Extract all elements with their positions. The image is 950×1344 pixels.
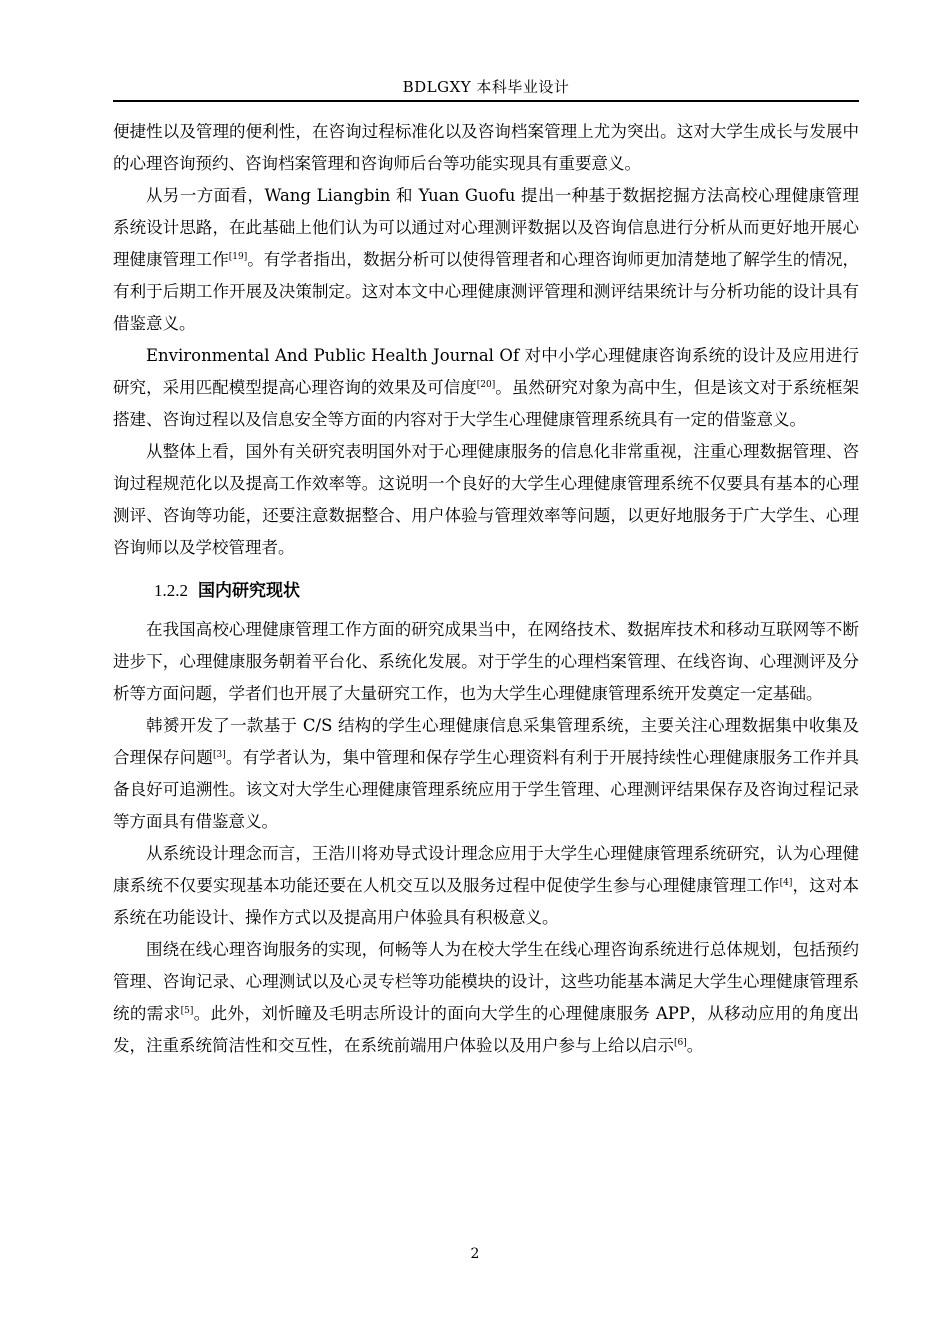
paragraph-text: 。虽然研究对象为高中生，但是该文对于系统框架搭建、咨询过程以及信息安全等方面的内容对于大学生心理健康管理系统具有一定的借鉴意义。 xyxy=(113,378,860,429)
paragraph-text: 围绕在线心理咨询服务的实现，何畅等人为在校大学生在线心理咨询系统进行总体规划，包括预约管理、咨询记录、心理测试以及心灵专栏等功能模块的设计，这些功能基本满足大学生心理健康管理系统的需求 xyxy=(113,940,859,1023)
paragraph-text: 从另一方面看，Wang Liangbin 和 Yuan Guofu 提出一种基于数据挖掘方法高校心理健康管理系统设计思路，在此基础上他们认为可以通过对心理测评数据以及咨询信息进行分析从而更好地开展心理健康管理工作 xyxy=(113,186,859,269)
paragraph-text: 便捷性以及管理的便利性，在咨询过程标准化以及咨询档案管理上尤为突出。这对大学生成长与发展中的心理咨询预约、咨询档案管理和咨询师后台等功能实现具有重要意义。 xyxy=(113,122,859,173)
paragraph xyxy=(113,180,859,340)
page-number: 2 xyxy=(470,1246,480,1262)
citation-marker: [4] xyxy=(779,878,793,888)
section-title: 国内研究现状 xyxy=(198,581,300,601)
paragraph-text: 韩赟开发了一款基于 C/S 结构的学生心理健康信息采集管理系统，主要关注心理数据集中收集及合理保存问题 xyxy=(113,716,859,767)
body-text xyxy=(113,116,859,1062)
paragraph xyxy=(113,340,859,436)
section-heading xyxy=(113,578,859,604)
paragraph-text: 从系统设计理念而言，王浩川将劝导式设计理念应用于大学生心理健康管理系统研究，认为心理健康系统不仅要实现基本功能还要在人机交互以及服务过程中促使学生参与心理健康管理工作 xyxy=(113,844,859,895)
paragraph xyxy=(113,710,859,838)
paragraph-text: 。 xyxy=(686,1036,704,1055)
citation-marker: [6] xyxy=(674,1038,687,1048)
running-header: BDLGXY 本科毕业设计 xyxy=(402,78,570,96)
paragraph xyxy=(113,436,859,564)
paragraph xyxy=(113,614,859,710)
citation-marker: [19] xyxy=(228,252,248,262)
header-divider xyxy=(113,100,859,102)
paragraph-text: 。有学者指出，数据分析可以使得管理者和心理咨询师更加清楚地了解学生的情况，有利于后期工作开展及决策制定。这对本文中心理健康测评管理和测评结果统计与分析功能的设计具有借鉴意义。 xyxy=(113,250,860,333)
paragraph-continuation xyxy=(113,116,859,180)
paragraph xyxy=(113,934,859,1062)
paragraph-text: 。有学者认为，集中管理和保存学生心理资料有利于开展持续性心理健康服务工作并具备良好可追溯性。该文对大学生心理健康管理系统应用于学生管理、心理测评结果保存及咨询过程记录等方面具有借鉴意义。 xyxy=(113,748,860,831)
citation-marker: [3] xyxy=(213,750,226,760)
section-number: 1.2.2 xyxy=(154,581,188,600)
paragraph-text: ，这对本系统在功能设计、操作方式以及提高用户体验具有积极意义。 xyxy=(113,876,860,927)
paragraph xyxy=(113,838,859,934)
paragraph-text: 从整体上看，国外有关研究表明国外对于心理健康服务的信息化非常重视，注重心理数据管理、咨询过程规范化以及提高工作效率等。这说明一个良好的大学生心理健康管理系统不仅要具有基本的心理测评、咨询等功能，还要注意数据整合、用户体验与管理效率等问题，以更好地服务于广大学生、心理咨询师以及学校管理者。 xyxy=(113,442,859,557)
paragraph-text: Environmental And Public Health Journal Of 对中小学心理健康咨询系统的设计及应用进行研究，采用匹配模型提高心理咨询的效果及可信度 xyxy=(113,346,859,397)
citation-marker: [20] xyxy=(476,380,496,390)
paragraph-text: 。此外，刘忻瞳及毛明志所设计的面向大学生的心理健康服务 APP，从移动应用的角度出发，注重系统简洁性和交互性，在系统前端用户体验以及用户参与上给以启示 xyxy=(113,1004,859,1055)
paragraph-text: 在我国高校心理健康管理工作方面的研究成果当中，在网络技术、数据库技术和移动互联网等不断进步下，心理健康服务朝着平台化、系统化发展。对于学生的心理档案管理、在线咨询、心理测评及分析等方面问题，学者们也开展了大量研究工作，也为大学生心理健康管理系统开发奠定一定基础。 xyxy=(113,620,859,703)
citation-marker: [5] xyxy=(180,1006,194,1016)
